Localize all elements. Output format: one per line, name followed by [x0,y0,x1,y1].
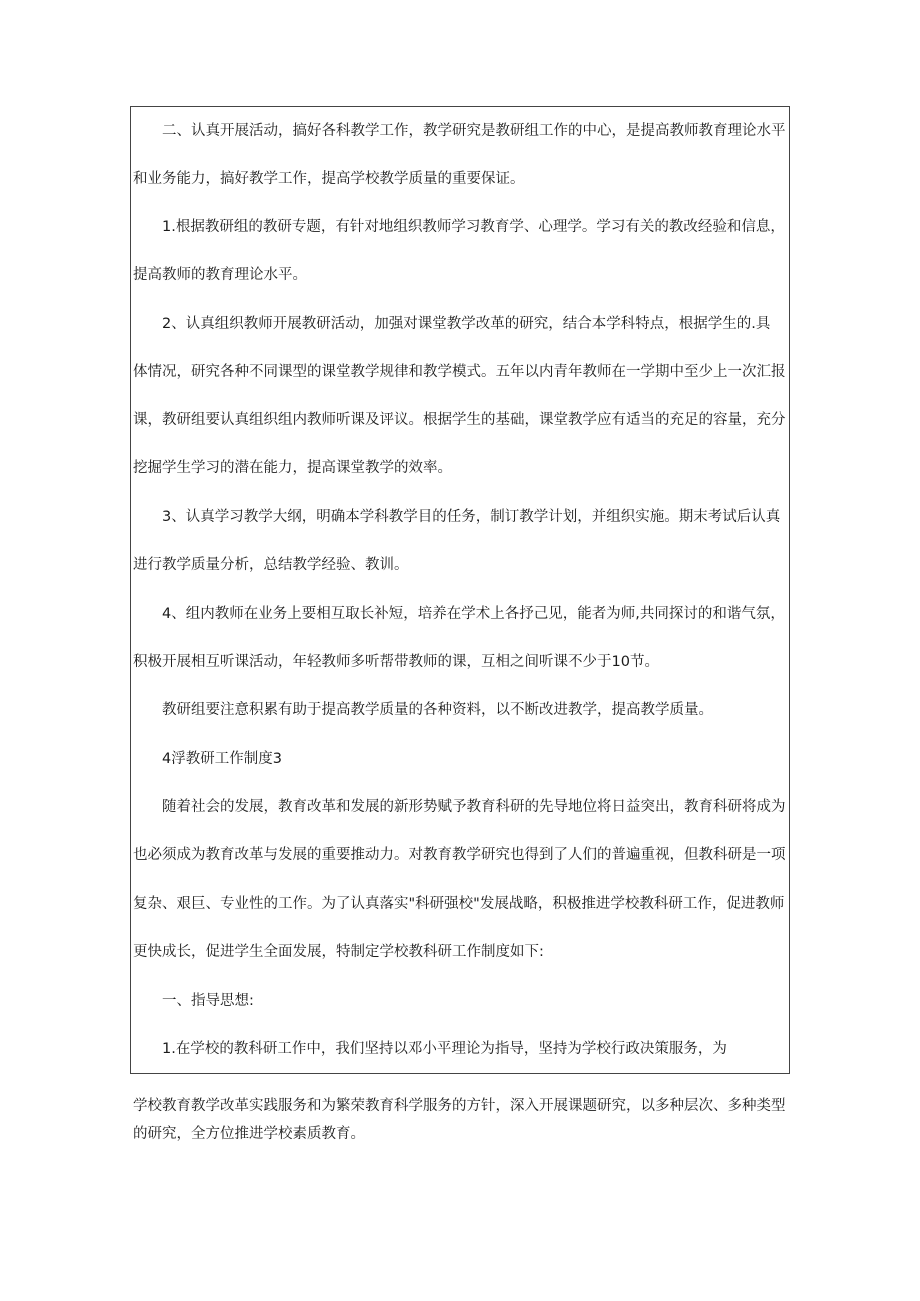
line-text: .根据教研组的教研专题，有针对地组织教师学习教育学、心理学。学习有关的教改经验和信息， [171,219,785,235]
paragraph-line: 挖掘学生学习的潜在能力，提高课堂教学的效率。 [133,460,452,476]
continuation-line: 学校教育教学改革实践服务和为繁荣教育科学服务的方针，深入开展课题研究，以多种层次、多种类型 [133,1098,786,1114]
paragraph-line: 进行教学质量分析，总结教学经验、教训。 [133,557,409,573]
paragraph-line: 也必须成为教育改革与发展的重要推动力。对教育教学研究也得到了人们的普遍重视，但教科研是一项 [133,847,786,863]
paragraph-line: 4浮教研工作制度3 [162,751,282,767]
line-text: .在学校的教科研工作中，我们坚持以邓小平理论为指导，坚持为学校行政决策服务，为 [171,1041,727,1057]
paragraph-line: 教研组要注意积累有助于提高教学质量的各种资料，以不断改进教学，提高教学质量。 [162,702,713,718]
paragraph-line: 更快成长，促进学生全面发展，特制定学校教科研工作制度如下: [133,944,544,960]
paragraph-line: 4、组内教师在业务上要相互取长补短，培养在学术上各抒己见，能者为师,共同探讨的和谐气氛， [162,606,785,622]
paragraph-line [162,1038,727,1060]
paragraph-line: 3、认真学习教学大纲，明确本学科教学目的任务，制订教学计划，并组织实施。期末考试后认真 [162,509,781,525]
highlight-mark: 1 [162,1041,172,1057]
paragraph-line: 体情况，研究各种不同课型的课堂教学规律和教学模式。五年以内青年教师在一学期中至少上一次汇报 [133,364,786,380]
paragraph-line: 和业务能力，搞好教学工作，提高学校教学质量的重要保证。 [133,171,525,187]
paragraph-line: 随着社会的发展，教育改革和发展的新形势赋予教育科研的先导地位将日益突出，教育科研将成为 [162,799,786,815]
paragraph-line: 复杂、艰巨、专业性的工作。为了认真落实"科研强校"发展战略，积极推进学校教科研工作，促进教师 [133,896,785,912]
paragraph-line: 提高教师的教育理论水平。 [133,267,307,283]
paragraph-line: 课，教研组要认真组织组内教师听课及评议。根据学生的基础，课堂教学应有适当的充足的容量，充分 [133,412,786,428]
highlight-mark: 1 [162,219,172,235]
paragraph-line: 一、指导思想: [162,993,254,1009]
paragraph-line: 2、认真组织教师开展教研活动，加强对课堂教学改革的研究，结合本学科特点，根据学生的.具 [162,316,771,332]
paragraph-line: 二、认真开展活动，搞好各科教学工作，教学研究是教研组工作的中心，是提高教师教育理论水平 [162,123,786,139]
paragraph-line: 积极开展相互听课活动，年轻教师多听帮带教师的课，互相之间听课不少于10节。 [133,654,659,670]
document-frame [130,106,790,1074]
continuation-line: 的研究，全方位推进学校素质教育。 [133,1126,365,1142]
paragraph-line [162,216,785,238]
